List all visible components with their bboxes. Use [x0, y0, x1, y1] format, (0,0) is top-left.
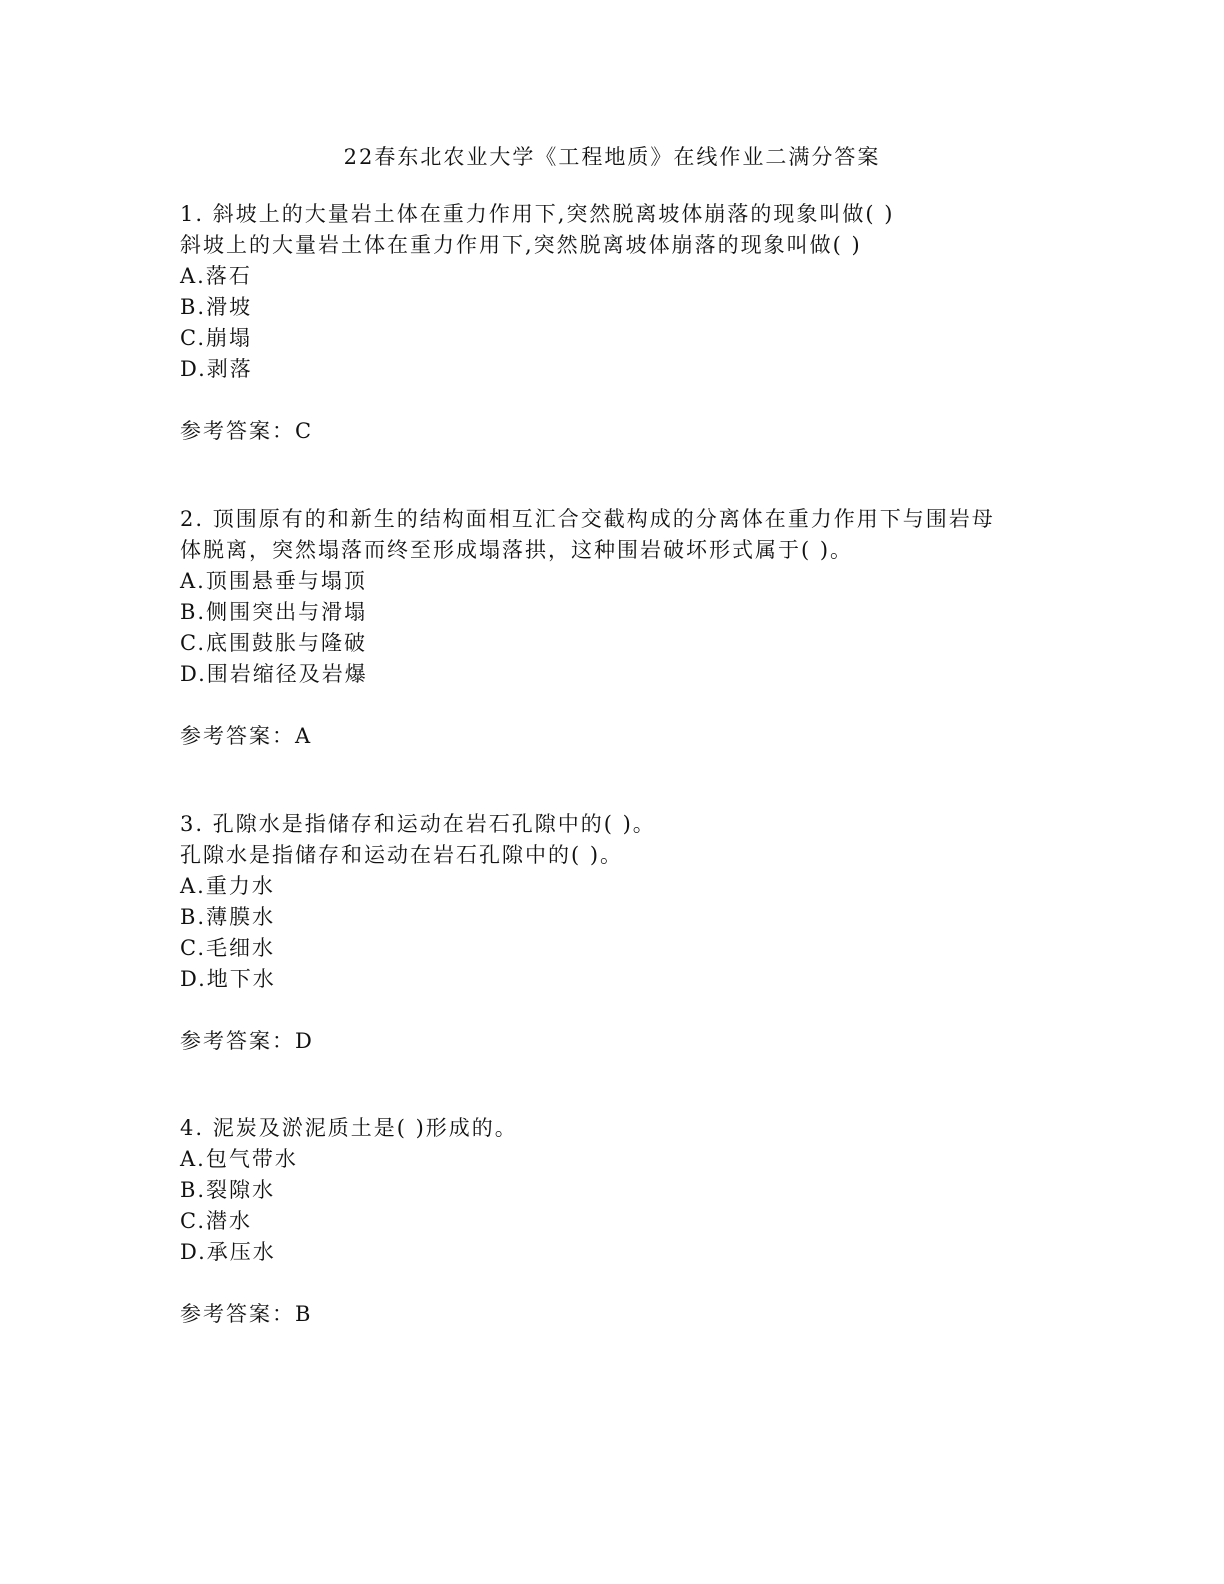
question-3: [180, 809, 1040, 1057]
answer-value: C: [295, 419, 314, 443]
question-1-option-b: B.滑坡: [180, 295, 253, 319]
question-4-text-line-1: 4. 泥炭及淤泥质土是( )形成的。: [180, 1116, 518, 1140]
question-2: [180, 504, 1040, 752]
question-1: [180, 199, 1040, 447]
question-1-option-a: A.落石: [180, 264, 252, 288]
question-4-option-a: A.包气带水: [180, 1147, 298, 1171]
question-1-text-line-1: 1. 斜坡上的大量岩土体在重力作用下,突然脱离坡体崩落的现象叫做( ): [180, 202, 895, 226]
question-1-option-d: D.剥落: [180, 357, 253, 381]
answer-value: B: [295, 1302, 313, 1326]
question-1-option-c: C.崩塌: [180, 326, 252, 350]
question-4: [180, 1113, 1040, 1330]
answer-value: D: [295, 1029, 314, 1053]
question-2-text-line-1: 2. 顶围原有的和新生的结构面相互汇合交截构成的分离体在重力作用下与围岩母: [180, 507, 995, 531]
question-3-option-d: D.地下水: [180, 967, 276, 991]
question-3-text-line-2: 孔隙水是指储存和运动在岩石孔隙中的( )。: [180, 843, 624, 867]
question-3-text-line-1: 3. 孔隙水是指储存和运动在岩石孔隙中的( )。: [180, 812, 656, 836]
answer-label: 参考答案：: [180, 1302, 295, 1326]
question-4-option-d: D.承压水: [180, 1240, 276, 1264]
question-2-option-d: D.围岩缩径及岩爆: [180, 662, 368, 686]
question-2-option-c: C.底围鼓胀与隆破: [180, 631, 367, 655]
question-2-answer: [180, 721, 1040, 752]
document-title: 22春东北农业大学《工程地质》在线作业二满分答案: [343, 145, 881, 169]
question-1-answer: [180, 416, 1040, 447]
answer-label: 参考答案：: [180, 724, 295, 748]
answer-label: 参考答案：: [180, 1029, 295, 1053]
question-1-text-line-2: 斜坡上的大量岩土体在重力作用下,突然脱离坡体崩落的现象叫做( ): [180, 233, 862, 257]
answer-value: A: [295, 724, 313, 748]
question-2-text-line-2: 体脱离，突然塌落而终至形成塌落拱，这种围岩破坏形式属于( )。: [180, 538, 854, 562]
question-2-option-a: A.顶围悬垂与塌顶: [180, 569, 367, 593]
question-2-option-b: B.侧围突出与滑塌: [180, 600, 368, 624]
question-3-option-c: C.毛细水: [180, 936, 275, 960]
question-4-answer: [180, 1299, 1040, 1330]
question-3-answer: [180, 1026, 1040, 1057]
question-4-option-c: C.潜水: [180, 1209, 252, 1233]
question-4-option-b: B.裂隙水: [180, 1178, 276, 1202]
question-3-option-a: A.重力水: [180, 874, 275, 898]
question-3-option-b: B.薄膜水: [180, 905, 276, 929]
answer-label: 参考答案：: [180, 419, 295, 443]
